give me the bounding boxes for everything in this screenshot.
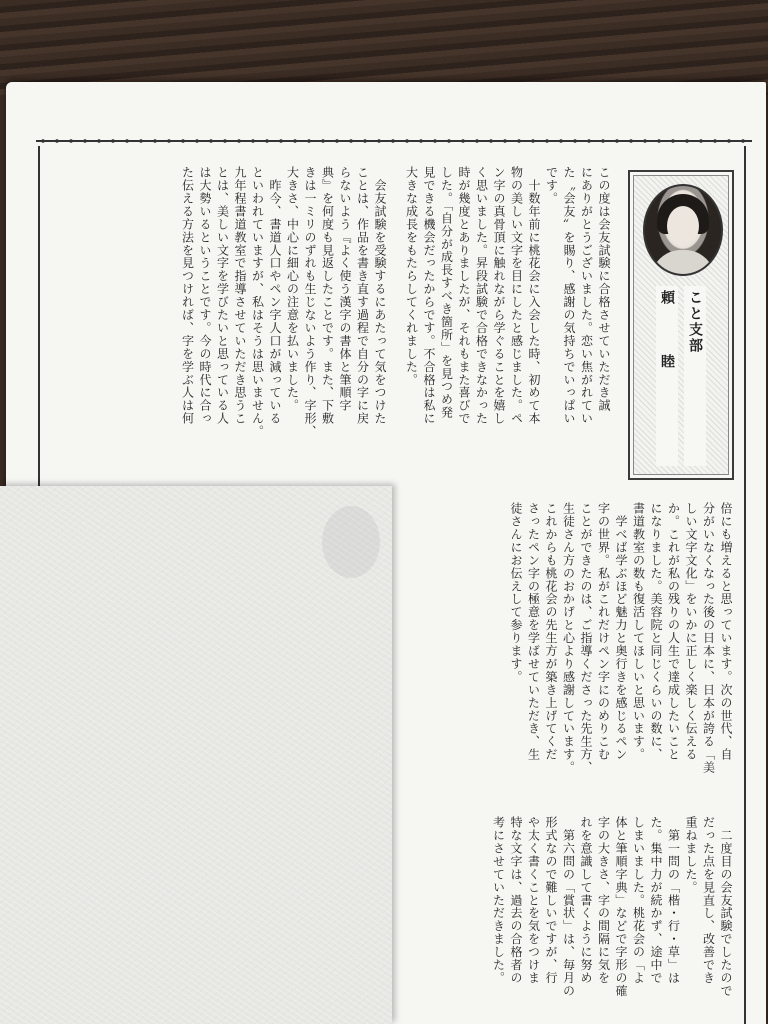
text-line: た〝会友〟を賜り、感謝の気持ちでいっぱい (562, 166, 576, 425)
text-line: か。これが私の残りの人生で達成したいこと (666, 502, 681, 761)
text-line: 昨今、書道人口やペン字人口が減っている (268, 166, 282, 425)
author-credit (634, 286, 728, 466)
text-line: 十数年前に桃花会に入会した時、初めて本 (527, 166, 541, 425)
text-line: 時が幾度とありましたが、それもまた喜びで (457, 166, 471, 425)
text-line: 第六問の「賞状」は、毎月の (561, 816, 576, 998)
author-branch: こと支部 (684, 286, 706, 466)
text-line: した。「自分が成長すべき箇所」を見つめ発 (439, 166, 454, 419)
text-line: 学べば学ぶほど魅力と奥行きを感じるペン (614, 502, 628, 761)
text-line: 倍にも増えると思っています。次の世代、自 (719, 502, 733, 761)
text-line: 字の大きさ、字の間隔に気を (596, 816, 611, 985)
text-line: この度は会友試験に合格させていただき誠 (597, 166, 611, 413)
text-line: た。集中力が続かず、途中で (649, 816, 663, 985)
text-line: 二度目の会友試験でしたので (719, 816, 733, 998)
author-portrait-photo (643, 184, 723, 276)
article-column-top-left (66, 166, 388, 484)
text-line: らないよう『よく使う漢字の書体と筆順字 (338, 166, 352, 413)
decorative-border-top (36, 136, 752, 146)
text-line: 体と筆順字典」などで字形の確 (614, 816, 628, 998)
article-column-top-right (398, 166, 612, 484)
text-line: にありがとうございました。恋い焦がれてい (579, 166, 594, 425)
text-line: 見できる機会だったからです。不合格は私に (422, 166, 436, 425)
text-line: とは、美しい文字を学びたいと思っている人 (215, 166, 230, 425)
decorative-border-left (38, 146, 40, 486)
text-line: 字の世界。私がこれだけペン字にのめりこむ (596, 502, 611, 761)
text-line: 考にさせていただきました。 (491, 816, 506, 985)
text-line: は大勢いるということです。今の時代に合っ (198, 166, 212, 425)
text-line: 形式なので難しいですが、行 (544, 816, 558, 985)
text-line: ン字の真骨頂に触れながら学ぐることを嬉し (492, 166, 506, 425)
show-through-shadow (322, 506, 380, 578)
text-line: 物の美しい文字を目にしたと感じました。ペ (509, 166, 524, 425)
text-line: 分がいなくなった後の日本に、日本が誇る「美 (701, 502, 716, 774)
decorative-border-right (744, 146, 746, 1024)
text-line: 大きな成長をもたらしてくれました。 (404, 166, 419, 387)
text-line: 特な文字は、過去の合格者の (509, 816, 523, 985)
text-line: になりました。美容院と同じくらいの数に、 (649, 502, 663, 761)
text-line: しまいました。桃花会の「よ (631, 816, 646, 985)
text-line: 第一問の「楷・行・草」は (666, 816, 681, 985)
text-line: といわれていますが、私はそうは思いません。 (250, 166, 265, 438)
text-line: 九年程書道教室で指導させていただき思うこ (233, 166, 247, 425)
text-line: く思いました。昇段試験で合格できなかった (474, 166, 489, 425)
profile-pattern (633, 175, 729, 475)
author-name: 頼 睦 (656, 286, 678, 466)
text-line: 徒さんにお伝えして参ります。 (509, 502, 523, 684)
article-column-bottom-upper (400, 502, 734, 798)
text-line: です。 (544, 166, 559, 205)
text-line: 典』を何度も見返したことです。また、下敷 (320, 166, 335, 425)
author-profile-box (628, 170, 734, 480)
text-line: しい文字文化」をいかに正しく楽しく伝える (684, 502, 698, 761)
text-line: だった点を見直し、改善でき (701, 816, 716, 985)
text-line: 会友試験を受験するにあたって気をつけた (373, 166, 387, 425)
text-line: 書道教室の数も復活してほしいと思います。 (631, 502, 646, 761)
text-line: た伝える方法を見つければ、字を学ぶ人は何 (180, 166, 195, 425)
text-line: さったペン字の極意を学ばせていただき、生 (526, 502, 541, 761)
text-line: 大きさ、中心に細心の注意を払いました。 (285, 166, 300, 413)
text-line: 重ねました。 (684, 816, 698, 894)
wooden-table-background (0, 0, 768, 95)
text-line: ことは、作品を書き直す過程で自分の字に戻 (355, 166, 370, 425)
text-line: や太く書くことを気をつけま (526, 816, 541, 985)
text-line: ことができたのは、ご指導くださった先生方、 (579, 502, 593, 774)
text-line: 生徒さん方のおかげと心より感謝しています。 (561, 502, 576, 774)
text-line: きは一ミリのずれも生じないよう作り、字形、 (303, 166, 317, 438)
text-line: れを意識して書くように努め (579, 816, 593, 985)
text-line: これからも桃花会の先生方が築き上げてくだ (544, 502, 558, 761)
article-column-bottom-lower (400, 816, 734, 1024)
